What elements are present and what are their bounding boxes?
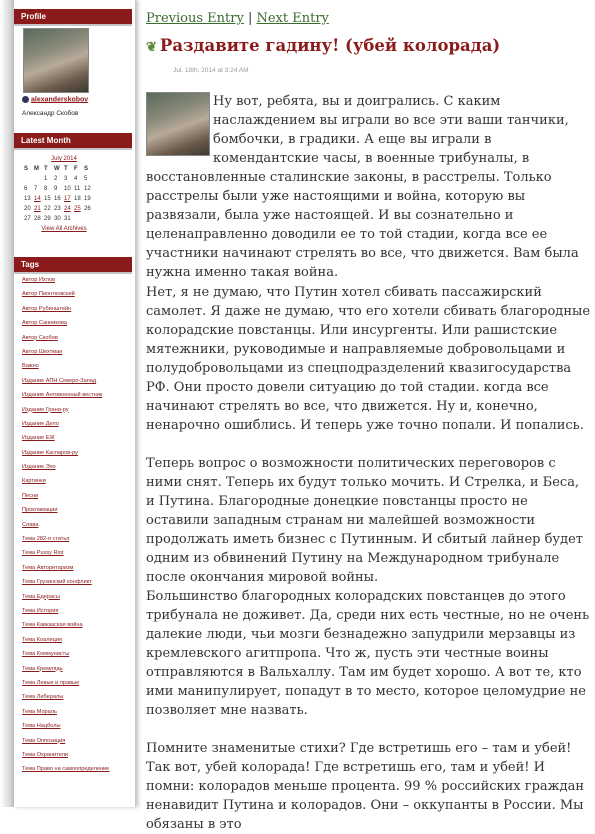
- leaf-icon: ❦: [146, 40, 157, 55]
- user-icon: [22, 96, 29, 103]
- tag-link[interactable]: Тема Либералы: [22, 694, 64, 701]
- calendar-day-header: S: [24, 166, 29, 172]
- calendar-day: 7: [34, 186, 38, 192]
- tag-link[interactable]: Автор Пионтковский: [22, 291, 75, 298]
- calendar-day: 30: [54, 216, 61, 222]
- calendar-week: [24, 174, 104, 184]
- tag-link[interactable]: Издание Эхо: [22, 464, 56, 471]
- latest-month-title: Latest Month: [14, 133, 132, 150]
- calendar-day[interactable]: 17: [64, 196, 71, 202]
- tag-link[interactable]: Издание АПН Северо-Запад: [22, 377, 97, 384]
- nav-separator: |: [247, 11, 253, 26]
- latest-month-box: [14, 133, 132, 150]
- tag-link[interactable]: Автор Ихлов: [22, 277, 56, 283]
- tag-link[interactable]: Тема Мораль: [22, 708, 57, 715]
- calendar-day: 12: [84, 186, 91, 192]
- tag-link[interactable]: Автор Шехтман: [22, 348, 63, 355]
- tag-link[interactable]: Тема Левые и правые: [22, 679, 80, 686]
- calendar-day-header: T: [44, 166, 48, 172]
- calendar-day: 15: [44, 196, 51, 202]
- calendar-day: 27: [24, 216, 31, 222]
- calendar-day: 29: [44, 216, 51, 222]
- calendar-day: [74, 214, 84, 224]
- calendar-day[interactable]: 25: [74, 206, 81, 212]
- tag-link[interactable]: Важно: [22, 363, 39, 370]
- tags-box: [14, 257, 132, 274]
- calendar-day: 22: [44, 206, 51, 212]
- tags-title: Tags: [14, 257, 132, 274]
- profile-avatar[interactable]: [23, 28, 89, 93]
- tag-link[interactable]: Тема Право на самоопределение: [22, 766, 110, 773]
- calendar-week: [24, 184, 104, 194]
- calendar-day: 20: [24, 206, 31, 212]
- tag-link[interactable]: Тема Кремлядь: [22, 665, 63, 672]
- previous-entry-link[interactable]: Previous Entry: [146, 11, 244, 26]
- calendar-day: 6: [24, 186, 28, 192]
- calendar-day: 19: [84, 196, 91, 202]
- calendar-week: [24, 194, 104, 204]
- tag-link[interactable]: Тема Pussy Riot: [22, 550, 64, 557]
- tag-link[interactable]: Тема Коммунисты: [22, 651, 70, 658]
- calendar-day[interactable]: 14: [34, 196, 41, 202]
- calendar-day: 2: [54, 176, 58, 182]
- entry-title: [146, 36, 500, 55]
- tag-link[interactable]: Тема 282-я статья: [22, 536, 70, 543]
- calendar-day: 1: [44, 176, 48, 182]
- tags-list: [22, 277, 130, 781]
- tag-link[interactable]: Тема Нацболы: [22, 723, 61, 730]
- calendar-header: [24, 164, 104, 174]
- profile-box: [14, 9, 132, 26]
- entry-paragraph: Помните знаменитые стихи? Где встретишь его – там и убей! Так вот, убей колорада! Где встретишь его, там и убей! И помни: колорадов меньше процента. 99 % российских граждан ненавидит Путина и колорадов. Они – оккупанты в России. Мы обязаны в это: [146, 741, 585, 832]
- calendar-day: 3: [64, 176, 68, 182]
- calendar-day: 18: [74, 196, 81, 202]
- calendar-day[interactable]: 21: [34, 206, 41, 212]
- username-link[interactable]: [22, 96, 88, 103]
- calendar-weeks: [24, 174, 104, 224]
- calendar-day-header: M: [34, 166, 39, 172]
- tag-link[interactable]: Тема Авторитаризм: [22, 564, 74, 571]
- entry-navigation: [146, 11, 329, 26]
- tag-link[interactable]: Автор Санникова: [22, 320, 68, 327]
- entry-paragraph: Большинство благородных колорадских повстанцев до этого трибунала не доживет. Да, среди них есть честные, но не очень далекие люди, чьи мозги безнадежно запудрили мерзавцы из кремлевского агитпропа. Что ж, пусть эти честные воины отправляются в Вальхаллу. Там им будет хорошо. А вот те, кто ими манипулирует, попадут в то место, которое целомудрие не позволяет мне назвать.: [146, 589, 590, 718]
- calendar: [24, 156, 104, 232]
- tag-link[interactable]: Издание ЕЖ: [22, 435, 55, 442]
- tag-link[interactable]: Издание Каспаров-ру: [22, 449, 78, 456]
- calendar-day: 9: [54, 186, 58, 192]
- tag-link[interactable]: Тема История: [22, 607, 59, 614]
- page-background: [0, 0, 14, 807]
- tag-link[interactable]: Песни: [22, 492, 39, 499]
- tag-link[interactable]: Картинки: [22, 478, 46, 485]
- calendar-day: [34, 174, 44, 184]
- calendar-day: 4: [74, 176, 78, 182]
- entry-title-text: Раздавите гадину! (убей колорада): [159, 36, 501, 55]
- calendar-day: 23: [54, 206, 61, 212]
- tag-link[interactable]: Тема Охранители: [22, 751, 69, 758]
- profile-title: Profile: [14, 9, 132, 26]
- tag-link[interactable]: Тема Грузинский конфликт: [22, 579, 92, 586]
- entry-paragraph: Ну вот, ребята, вы и доигрались. С каким наслаждением вы играли во все эти ваши танчики, бомбочки, в градики. А еще вы играли в комендантские часы, в военные трибуналы, в восстановленные сталинские законы, в расстрелы. Только расстрелы были уже настоящими и война, которую вы развязали, была уже настоящей. И вы сознательно и целенаправленно доводили ее то той стадии, когда все ее участники начинают стрелять во все, что движется. Вам была нужна именно такая война.: [146, 94, 579, 280]
- calendar-day: 10: [64, 186, 71, 192]
- calendar-day-header: F: [74, 166, 78, 172]
- user-real-name: Александр Скобов: [22, 110, 79, 117]
- tag-link[interactable]: Автор Рубинштейн: [22, 305, 72, 312]
- calendar-day-header: S: [84, 166, 89, 172]
- tag-link[interactable]: Тема Оппозиция: [22, 737, 66, 744]
- tag-link[interactable]: Автор Скобов: [22, 334, 58, 341]
- tag-link[interactable]: Издание Дело: [22, 420, 59, 427]
- calendar-day-header: T: [64, 166, 68, 172]
- username-text[interactable]: alexanderskobov: [31, 96, 89, 104]
- calendar-month-link[interactable]: July 2014: [51, 156, 77, 162]
- calendar-day: [24, 174, 34, 184]
- sidebar: [14, 0, 136, 807]
- calendar-day: 16: [54, 196, 61, 202]
- tag-link[interactable]: Прокламации: [22, 507, 58, 514]
- entry-paragraph: Теперь вопрос о возможности политических переговоров с ними снят. Теперь их будут только мочить. И Стрелка, и Беса, и Путина. Благородные донецкие повстанцы просто не оставили западным странам ни малейшей возможности продолжать иметь бизнес с Путинным. И сбитый лайнер будет одним из обвинений Путину на Международном трибунале после окончания мировой войны.: [146, 456, 583, 585]
- calendar-day: 26: [84, 206, 91, 212]
- tag-link[interactable]: Тема Едерасы: [22, 593, 60, 600]
- calendar-day-header: W: [54, 166, 60, 172]
- calendar-day: 5: [84, 176, 88, 182]
- calendar-week: [24, 214, 104, 224]
- calendar-day: [84, 214, 94, 224]
- view-all-archives-link[interactable]: View All Archives: [41, 226, 87, 232]
- calendar-day: 8: [44, 186, 48, 192]
- tag-link[interactable]: Слава: [22, 521, 39, 528]
- entry-paragraph: Нет, я не думаю, что Путин хотел сбивать пассажирский самолет. Я даже не думаю, что его хотели сбивать благородные колорадские повстанцы. Или инсургенты. Или рашистские мятежники, руководимые и направляемые добровольцами и полудобровольцами из спецподразделений квазигосударства РФ. Они просто довели ситуацию до той стадии. когда все начинают стрелять во все, что движется. Ну и, конечно, ненарочно ошиблись. И теперь уже точно попали. И попались.: [146, 285, 591, 433]
- next-entry-link[interactable]: Next Entry: [256, 11, 329, 26]
- entry-date: Jul. 18th, 2014 at 3:24 AM: [173, 67, 249, 74]
- tag-link[interactable]: Издание Антивоенный вестник: [22, 392, 103, 399]
- calendar-day: 11: [74, 186, 81, 192]
- calendar-day: 13: [24, 196, 31, 202]
- tag-link[interactable]: Тема Коалиция: [22, 636, 62, 643]
- calendar-day[interactable]: 24: [64, 206, 71, 212]
- calendar-day: 28: [34, 216, 41, 222]
- tag-link[interactable]: Тема Кавказская война: [22, 622, 83, 629]
- calendar-day: 31: [64, 216, 71, 222]
- calendar-week: [24, 204, 104, 214]
- tag-link[interactable]: Издание Грани-ру: [22, 406, 69, 413]
